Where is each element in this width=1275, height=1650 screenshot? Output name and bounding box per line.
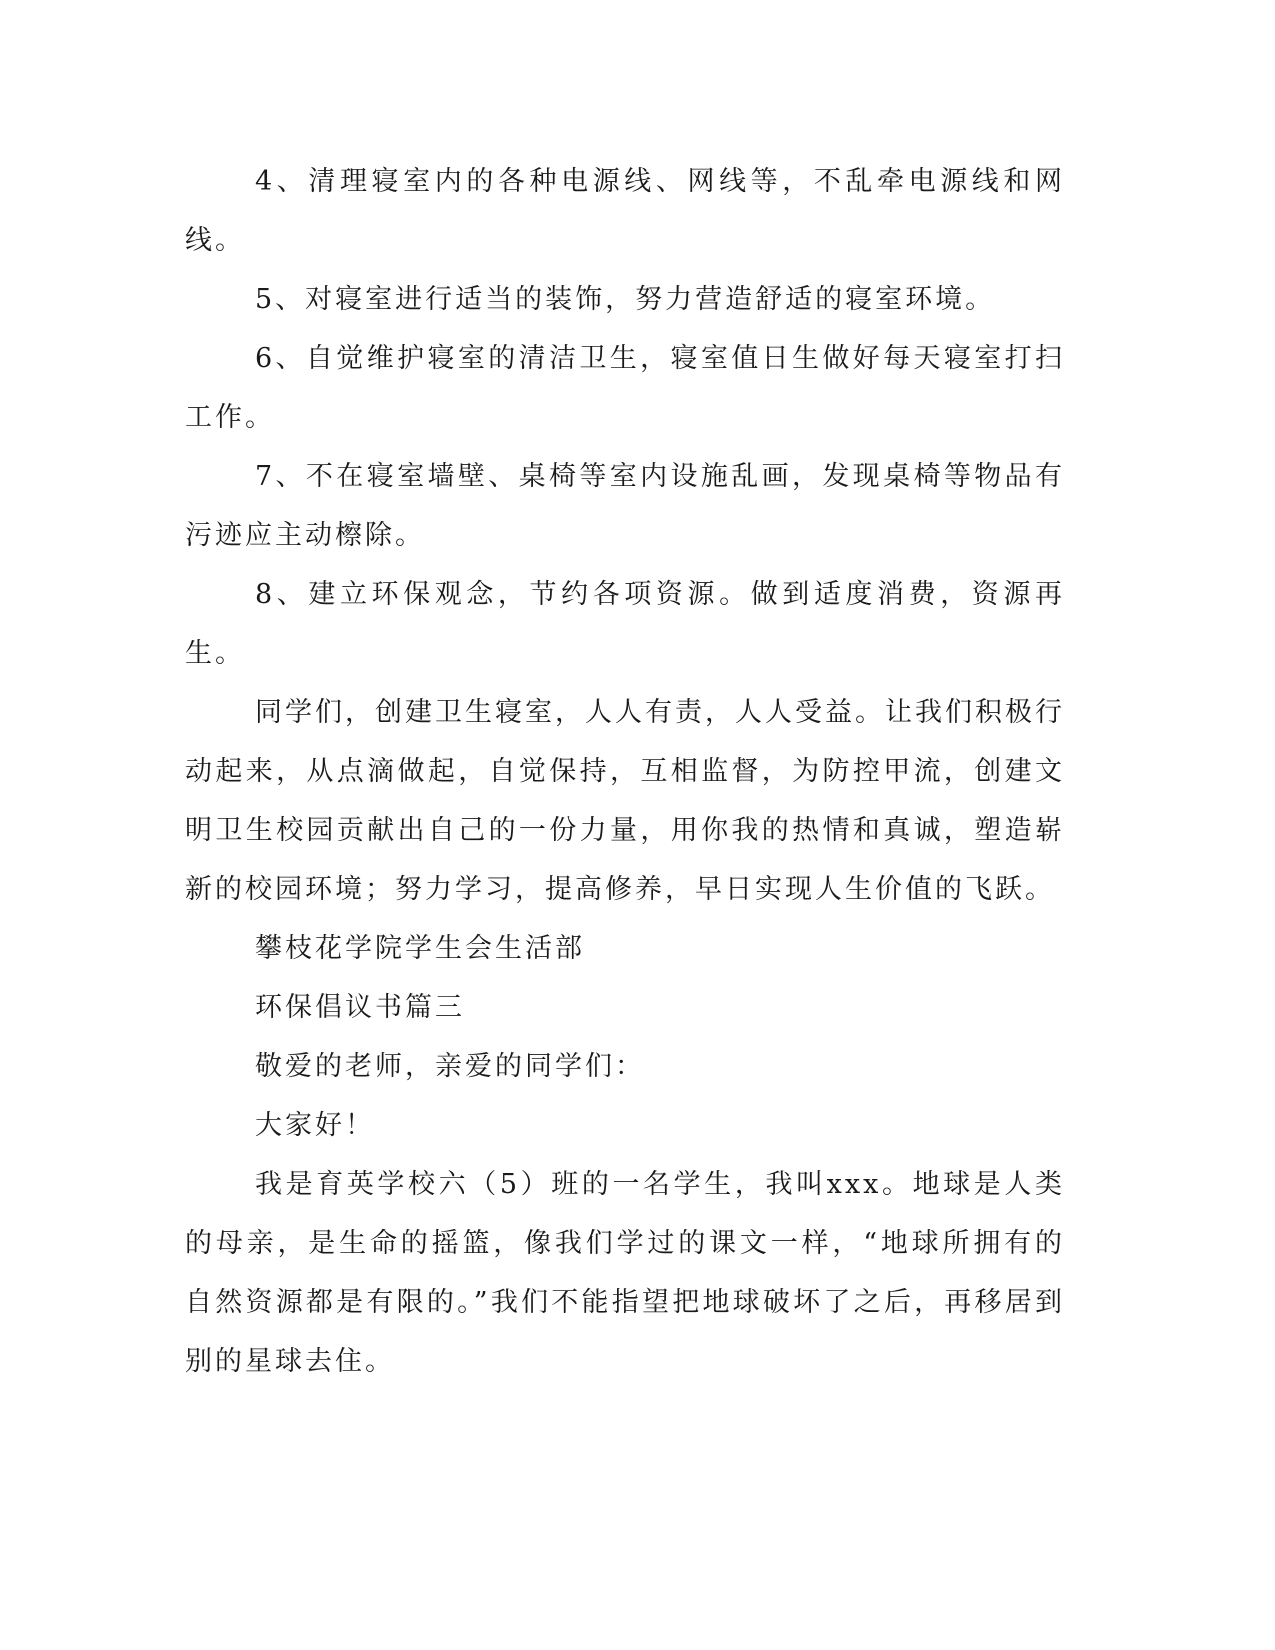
paragraph-item-7: 7、不在寝室墙壁、桌椅等室内设施乱画，发现桌椅等物品有污迹应主动檫除。	[185, 461, 1065, 551]
paragraph-item-5: 5、对寝室进行适当的装饰，努力营造舒适的寝室环境。	[255, 284, 996, 315]
signature-line: 攀枝花学院学生会生活部	[255, 933, 585, 964]
paragraph-intro: 我是育英学校六（5）班的一名学生，我叫xxx。地球是人类的母亲，是生命的摇篮，像我们学过的课文一样，“地球所拥有的自然资源都是有限的。”我们不能指望把地球破坏了之后，再移居到别的星球去住。	[185, 1169, 1065, 1377]
paragraph-item-6: 6、自觉维护寝室的清洁卫生，寝室值日生做好每天寝室打扫工作。	[185, 343, 1065, 433]
paragraph-item-8: 8、建立环保观念，节约各项资源。做到适度消费，资源再生。	[185, 579, 1065, 669]
greeting: 大家好！	[255, 1110, 375, 1141]
paragraph-item-4: 4、清理寝室内的各种电源线、网线等，不乱牵电源线和网线。	[185, 166, 1065, 256]
paragraph-appeal: 同学们，创建卫生寝室，人人有责，人人受益。让我们积极行动起来，从点滴做起，自觉保持，互相监督，为防控甲流，创建文明卫生校园贡献出自己的一份力量，用你我的热情和真诚，塑造崭新的校园环境；努力学习，提高修养，早日实现人生价值的飞跃。	[185, 697, 1065, 905]
document-body	[185, 152, 1065, 1391]
salutation: 敬爱的老师，亲爱的同学们：	[255, 1051, 645, 1082]
section-heading: 环保倡议书篇三	[255, 992, 465, 1023]
